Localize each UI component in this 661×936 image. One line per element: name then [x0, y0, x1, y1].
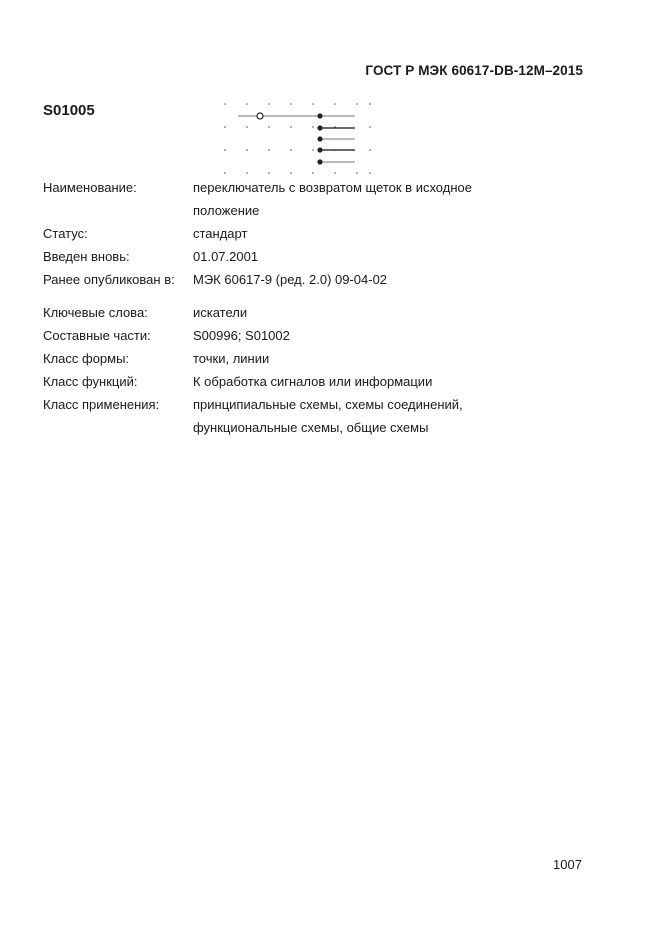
field-value: 01.07.2001	[193, 249, 259, 264]
page-number: 1007	[553, 857, 582, 872]
field-label: Ключевые слова:	[43, 305, 148, 320]
open-contact	[257, 113, 263, 119]
symbol-graphic	[218, 98, 378, 178]
field-value: искатели	[193, 305, 248, 320]
field-value: стандарт	[193, 226, 248, 241]
field-label: Класс формы:	[43, 351, 130, 366]
field-value: переключатель с возвратом щеток в исходное	[193, 180, 472, 195]
document-header: ГОСТ Р МЭК 60617-DB-12M–2015	[365, 63, 583, 78]
field-value: МЭК 60617-9 (ред. 2.0) 09-04-02	[193, 272, 388, 287]
field-value: S00996; S01002	[193, 328, 290, 343]
field-label: Статус:	[43, 226, 88, 241]
field-value: принципиальные схемы, схемы соединений,	[193, 397, 463, 412]
field-value: положение	[193, 203, 260, 218]
field-value: точки, линии	[193, 351, 270, 366]
switch-symbol-icon	[218, 98, 378, 178]
field-label: Наименование:	[43, 180, 137, 195]
field-label: Класс применения:	[43, 397, 160, 412]
field-label: Класс функций:	[43, 374, 138, 389]
field-label: Ранее опубликован в:	[43, 272, 175, 287]
field-label: Составные части:	[43, 328, 151, 343]
field-value: К обработка сигналов или информации	[193, 374, 433, 389]
field-value: функциональные схемы, общие схемы	[193, 420, 429, 435]
field-label: Введен вновь:	[43, 249, 130, 264]
symbol-code: S01005	[43, 102, 95, 119]
